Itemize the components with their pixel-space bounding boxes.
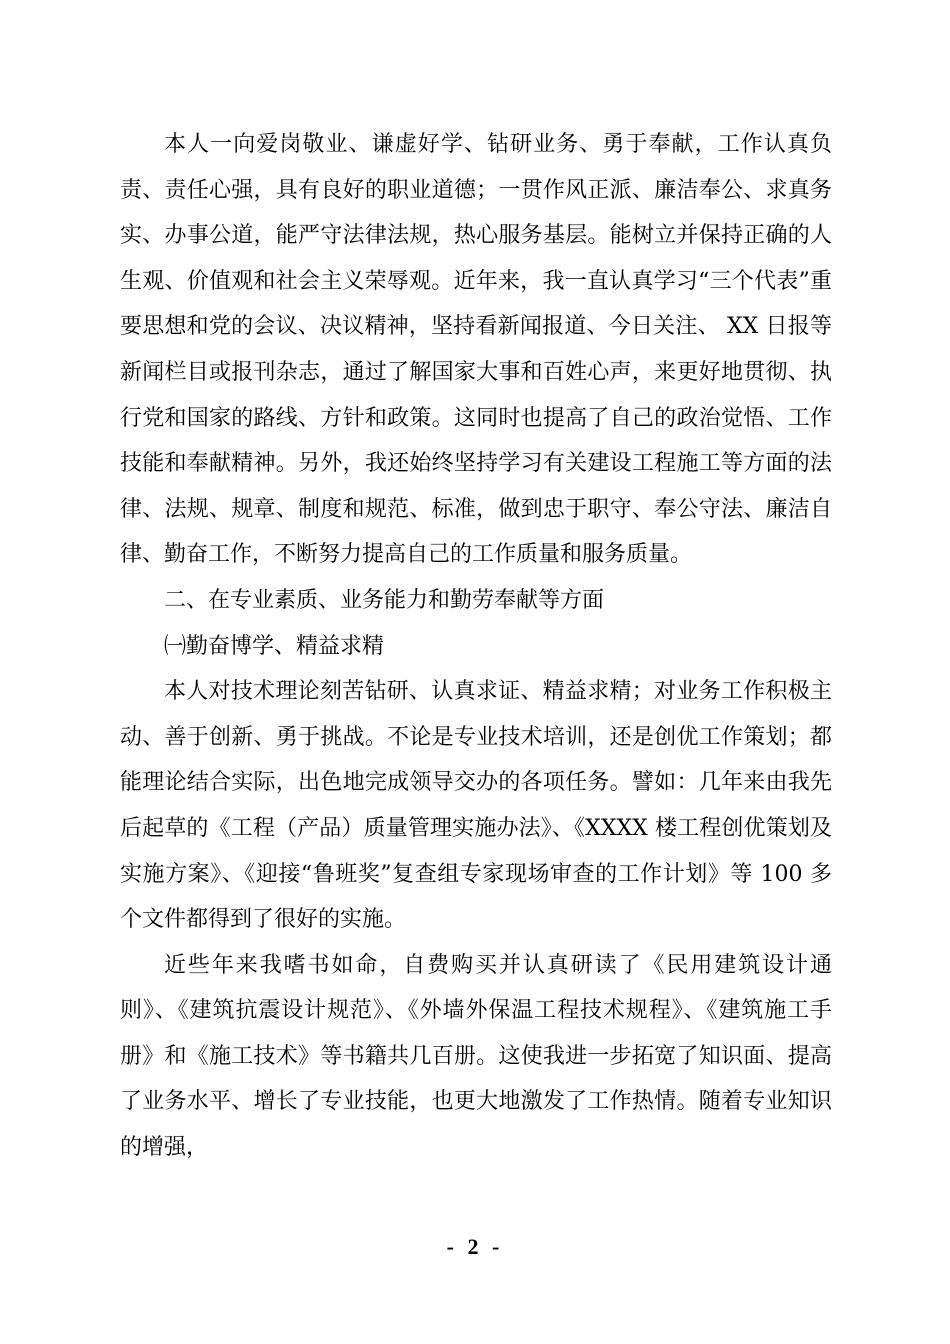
subsection-heading-1: ㈠勤奋博学、精益求精 [164, 633, 385, 659]
paragraph-technical-study: 本人对技术理论刻苦钻研、认真求证、精益求精；对业务工作积极主动、善于创新、勇于挑战。不论是专业技术培训，还是创优工作策划；都能理论结合实际，出色地完成领导交办的各项任务。譬如：几年来由我先后起草的《工程（产品）质量管理实施办法》、《XXXX 楼工程创优策划及实施方案》、《迎接“鲁班奖”复查组专家现场审查的工作计划》等 100 多个文件都得到了很好的实施。 [120, 679, 832, 933]
paragraph-work-ethic: 本人一向爱岗敬业、谦虚好学、钻研业务、勇于奉献，工作认真负责、责任心强，具有良好的职业道德；一贯作风正派、廉洁奉公、求真务实、办事公道，能严守法律法规，热心服务基层。能树立并保持正确的人生观、价值观和社会主义荣辱观。近年来，我一直认真学习“三个代表”重要思想和党的会议、决议精神，坚持看新闻报道、今日关注、 XX 日报等新闻栏目或报刊杂志，通过了解国家大事和百姓心声，来更好地贯彻、执行党和国家的路线、方针和政策。这同时也提高了自己的政治觉悟、工作技能和奉献精神。另外，我还始终坚持学习有关建设工程施工等方面的法律、法规、规章、制度和规范、标准，做到忠于职守、奉公守法、廉洁自律、勤奋工作，不断努力提高自己的工作质量和服务质量。 [120, 132, 832, 568]
page-number: - 2 - [446, 1234, 504, 1259]
paragraph-reading: 近些年来我嗜书如命，自费购买并认真研读了《民用建筑设计通则》、《建筑抗震设计规范》、《外墙外保温工程技术规程》、《建筑施工手册》和《施工技术》等书籍共几百册。这使我进一步拓宽了知识面、提高了业务水平、增长了专业技能，也更大地激发了工作热情。随着专业知识的增强， [120, 952, 832, 1161]
section-heading-2: 二、在专业素质、业务能力和勤劳奉献等方面 [164, 587, 605, 613]
document-body [120, 122, 832, 1171]
